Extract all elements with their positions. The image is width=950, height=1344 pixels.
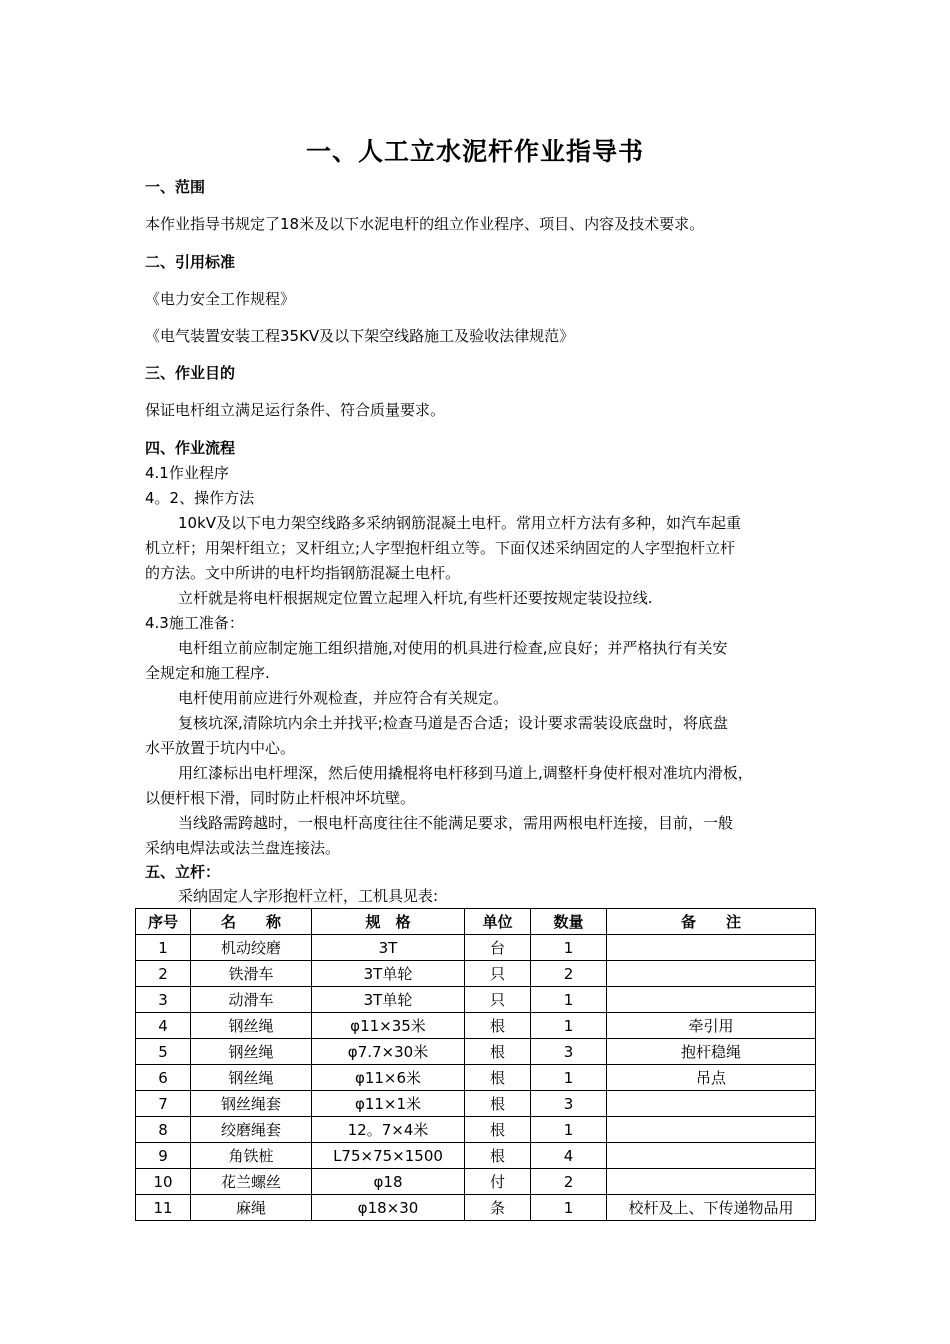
table-row xyxy=(136,1195,816,1221)
purpose-text: 保证电杆组立满足运行条件、符合质量要求。 xyxy=(145,401,446,419)
column-header: 序号 xyxy=(136,909,191,935)
table-cell: 1 xyxy=(531,987,607,1013)
table-cell: 1 xyxy=(136,935,191,961)
table-body xyxy=(136,935,816,1221)
table-cell: 根 xyxy=(465,1143,531,1169)
table-cell: 9 xyxy=(136,1143,191,1169)
paragraph-line: 复核坑深,清除坑内余土并找平;检查马道是否合适；设计要求需装设底盘时，将底盘 xyxy=(178,714,728,732)
table-cell: 吊点 xyxy=(607,1065,816,1091)
table-cell: φ18×30 xyxy=(312,1195,465,1221)
table-cell: 12。7×4米 xyxy=(312,1117,465,1143)
table-cell: 3 xyxy=(531,1039,607,1065)
table-cell: φ7.7×30米 xyxy=(312,1039,465,1065)
table-cell: 10 xyxy=(136,1169,191,1195)
table-cell: 5 xyxy=(136,1039,191,1065)
table-row xyxy=(136,1117,816,1143)
paragraph-line: 10kV及以下电力架空线路多采纳钢筋混凝土电杆。常用立杆方法有多种，如汽车起重 xyxy=(178,514,742,532)
table-cell: 8 xyxy=(136,1117,191,1143)
table-cell: 抱杆稳绳 xyxy=(607,1039,816,1065)
paragraph-line: 全规定和施工程序. xyxy=(145,664,270,682)
column-header: 备 注 xyxy=(607,909,816,935)
table-row xyxy=(136,987,816,1013)
subsection-4-3: 4.3施工准备： xyxy=(145,614,244,632)
table-row xyxy=(136,1091,816,1117)
scope-text: 本作业指导书规定了18米及以下水泥电杆的组立作业程序、项目、内容及技术要求。 xyxy=(145,215,705,233)
table-cell: 6 xyxy=(136,1065,191,1091)
table-cell xyxy=(607,1143,816,1169)
table-cell: 3T单轮 xyxy=(312,987,465,1013)
table-cell: 11 xyxy=(136,1195,191,1221)
table-cell: 花兰螺丝 xyxy=(191,1169,312,1195)
table-cell: 校杆及上、下传递物品用 xyxy=(607,1195,816,1221)
table-cell: 1 xyxy=(531,1117,607,1143)
table-cell: 1 xyxy=(531,1013,607,1039)
table-cell: 2 xyxy=(136,961,191,987)
table-cell: 动滑车 xyxy=(191,987,312,1013)
column-header: 名 称 xyxy=(191,909,312,935)
subsection-4-1: 4.1作业程序 xyxy=(145,464,229,482)
table-cell: 2 xyxy=(531,1169,607,1195)
paragraph-line: 以便杆根下滑，同时防止杆根冲坏坑壁。 xyxy=(145,789,416,807)
table-cell xyxy=(607,987,816,1013)
table-cell: 根 xyxy=(465,1091,531,1117)
table-cell: 绞磨绳套 xyxy=(191,1117,312,1143)
table-cell xyxy=(607,935,816,961)
table-cell: 钢丝绳 xyxy=(191,1039,312,1065)
table-cell: φ11×1米 xyxy=(312,1091,465,1117)
table-cell: 条 xyxy=(465,1195,531,1221)
column-header: 数量 xyxy=(531,909,607,935)
section-heading-process: 四、作业流程 xyxy=(145,439,236,457)
tools-table xyxy=(135,908,816,1221)
table-cell: 根 xyxy=(465,1013,531,1039)
section-heading-purpose: 三、作业目的 xyxy=(145,364,236,382)
table-cell xyxy=(607,1091,816,1117)
subsection-4-2: 4。2、操作方法 xyxy=(145,489,255,507)
paragraph-line: 立杆就是将电杆根据规定位置立起埋入杆坑,有些杆还要按规定装设拉线. xyxy=(178,589,653,607)
paragraph-line: 水平放置于坑内中心。 xyxy=(145,739,296,757)
column-header: 规 格 xyxy=(312,909,465,935)
table-cell: 1 xyxy=(531,1195,607,1221)
section-heading-erection: 五、立杆： xyxy=(145,863,221,881)
table-cell xyxy=(607,961,816,987)
paragraph-line: 机立杆；用架杆组立；叉杆组立;人字型抱杆组立等。下面仅述采纳固定的人字型抱杆立杆 xyxy=(145,539,736,557)
section-heading-scope: 一、范围 xyxy=(145,178,206,196)
table-cell: 只 xyxy=(465,961,531,987)
table-header-row xyxy=(136,909,816,935)
table-cell: 牵引用 xyxy=(607,1013,816,1039)
table-cell: 4 xyxy=(531,1143,607,1169)
table-cell: φ11×6米 xyxy=(312,1065,465,1091)
table-cell: 机动绞磨 xyxy=(191,935,312,961)
section-heading-references: 二、引用标准 xyxy=(145,253,236,271)
table-cell: 铁滑车 xyxy=(191,961,312,987)
table-cell: 根 xyxy=(465,1065,531,1091)
table-row xyxy=(136,1169,816,1195)
paragraph-line: 用红漆标出电杆埋深，然后使用撬棍将电杆移到马道上,调整杆身使杆根对准坑内滑板， xyxy=(178,764,753,782)
table-cell: 2 xyxy=(531,961,607,987)
table-cell: 3 xyxy=(531,1091,607,1117)
table-cell: 4 xyxy=(136,1013,191,1039)
table-row xyxy=(136,961,816,987)
table-cell: 只 xyxy=(465,987,531,1013)
table-row xyxy=(136,1143,816,1169)
table-row xyxy=(136,935,816,961)
paragraph-line: 当线路需跨越时，一根电杆高度往往不能满足要求，需用两根电杆连接，目前，一般 xyxy=(178,814,734,832)
table-cell: L75×75×1500 xyxy=(312,1143,465,1169)
table-cell: 付 xyxy=(465,1169,531,1195)
table-cell: 1 xyxy=(531,1065,607,1091)
paragraph-line: 电杆使用前应进行外观检查，并应符合有关规定。 xyxy=(178,689,509,707)
table-cell: 根 xyxy=(465,1039,531,1065)
table-row xyxy=(136,1065,816,1091)
table-cell: 麻绳 xyxy=(191,1195,312,1221)
table-row xyxy=(136,1013,816,1039)
table-cell: 3 xyxy=(136,987,191,1013)
reference-item: 《电气装置安装工程35KV及以下架空线路施工及验收法律规范》 xyxy=(145,327,575,345)
table-cell: 钢丝绳 xyxy=(191,1065,312,1091)
table-cell: 钢丝绳 xyxy=(191,1013,312,1039)
table-cell: 7 xyxy=(136,1091,191,1117)
reference-item: 《电力安全工作规程》 xyxy=(145,290,296,308)
table-cell: 1 xyxy=(531,935,607,961)
table-cell xyxy=(607,1117,816,1143)
table-cell: 根 xyxy=(465,1117,531,1143)
table-intro: 采纳固定人字形抱杆立杆，工机具见表: xyxy=(178,887,439,905)
table-cell: φ18 xyxy=(312,1169,465,1195)
table-cell: 台 xyxy=(465,935,531,961)
paragraph-line: 的方法。文中所讲的电杆均指钢筋混凝土电杆。 xyxy=(145,564,461,582)
table-cell: 3T单轮 xyxy=(312,961,465,987)
table-row xyxy=(136,1039,816,1065)
document-title: 一、人工立水泥杆作业指导书 xyxy=(305,137,644,166)
column-header: 单位 xyxy=(465,909,531,935)
table-cell: 3T xyxy=(312,935,465,961)
paragraph-line: 电杆组立前应制定施工组织措施,对使用的机具进行检查,应良好；并严格执行有关安 xyxy=(178,639,728,657)
table-cell xyxy=(607,1169,816,1195)
paragraph-line: 采纳电焊法或法兰盘连接法。 xyxy=(145,839,341,857)
table-cell: φ11×35米 xyxy=(312,1013,465,1039)
table-cell: 角铁桩 xyxy=(191,1143,312,1169)
table-cell: 钢丝绳套 xyxy=(191,1091,312,1117)
